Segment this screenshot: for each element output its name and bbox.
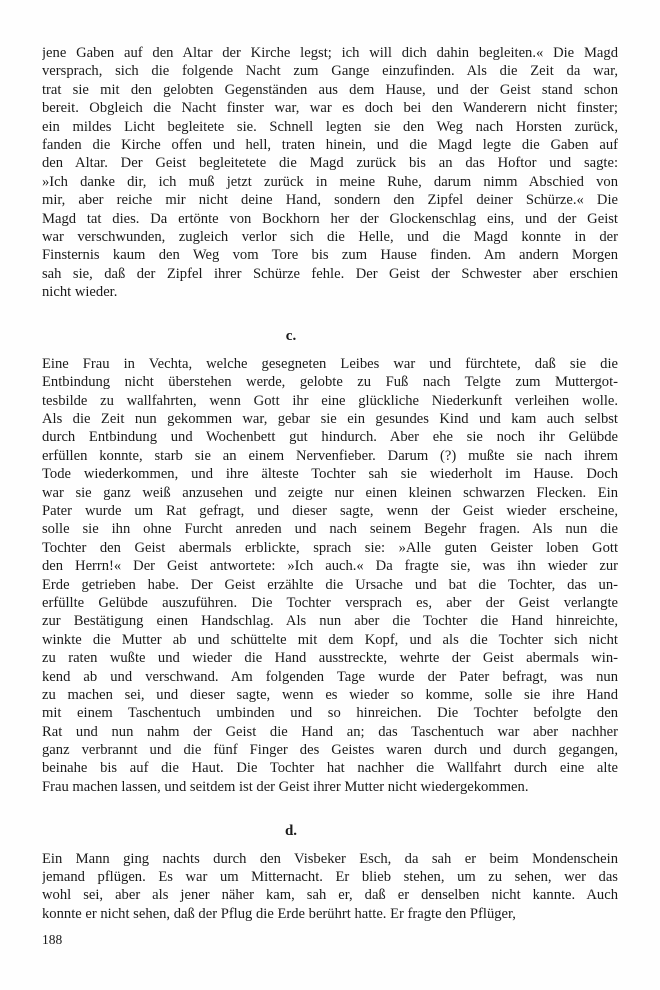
- text-line: wohl sei, aber als jener näher kam, sah er, daß er denselben nicht kannte. Auch: [42, 887, 618, 904]
- text-line: erfüllen konnte, starb sie an einem Nervenfieber. Darum (?) mußte sie nach ihrem: [42, 447, 618, 464]
- text-line: zu machen sei, und dieser sagte, wenn es wieder so komme, solle sie ihre Hand: [42, 686, 618, 703]
- text-line: mit einem Taschentuch umbinden und so hinreichen. Die Tochter befolgte den: [42, 705, 618, 722]
- text-line: Ein Mann ging nachts durch den Visbeker Esch, da sah er beim Mondenschein: [42, 850, 618, 867]
- text-line: durch Entbindung und Wochenbett gut hindurch. Aber ehe sie noch ihr Gelübde: [42, 429, 618, 446]
- text-line: Erde getrieben habe. Der Geist erzählte die Ursache und bat die Tochter, das un-: [42, 576, 618, 593]
- page-number: 188: [42, 932, 63, 948]
- text-line: den Herrn!« Der Geist antwortete: »Ich auch.« Da fragte sie, was ihn wieder zur: [42, 558, 618, 575]
- page-body: [42, 44, 618, 923]
- text-line: versprach, sich die folgende Nacht zum Gange einzufinden. Als die Zeit da war,: [42, 63, 618, 80]
- section-heading: d.: [284, 823, 298, 840]
- paragraph: [42, 355, 618, 796]
- text-line: bereit. Obgleich die Nacht finster war, war es doch bei den Wanderern nicht finster;: [42, 100, 618, 117]
- text-line: trat sie mit den gelobten Gegenständen aus dem Hause, und der Geist stand schon: [42, 81, 618, 98]
- text-line: beinahe bis auf die Haut. Die Tochter hat nachher die Wallfahrt durch eine alte: [42, 760, 618, 777]
- text-line: ein mildes Licht begleitete sie. Schnell legten sie den Weg nach Horsten zurück,: [42, 118, 618, 135]
- text-line: fanden die Kirche offen und hell, traten hinein, und die Magd legte die Gaben auf: [42, 136, 618, 153]
- paragraph: [42, 44, 618, 301]
- text-line: den Altar. Der Geist begleitetete die Magd zurück bis an das Hoftor und sagte:: [42, 155, 618, 172]
- text-line: jemand pflügen. Es war um Mitternacht. Er blieb stehen, um zu sehen, wer das: [42, 869, 618, 886]
- text-line: jene Gaben auf den Altar der Kirche legst; ich will dich dahin begleiten.« Die Magd: [42, 45, 618, 61]
- text-line: »Ich danke dir, ich muß jetzt zurück in meine Ruhe, darum nimm Abschied von: [42, 173, 618, 190]
- text-line: zu raten wußte und wieder die Hand ausstreckte, wehrte der Geist abermals win-: [42, 650, 618, 667]
- paragraph: [42, 850, 618, 924]
- text-line: sah sie, daß der Zipfel ihrer Schürze fehle. Der Geist der Schwester aber erschien: [42, 265, 618, 282]
- text-line: nicht wieder.: [42, 284, 118, 301]
- text-line: Pater wurde um Rat gefragt, und dieser sagte, wenn der Geist wieder erscheine,: [42, 503, 618, 519]
- text-line: Frau machen lassen, und seitdem ist der Geist ihrer Mutter nicht wiedergekommen.: [42, 778, 529, 795]
- text-line: Finsternis kaum den Weg vom Tore bis zum Hause finden. Am andern Morgen: [42, 247, 618, 264]
- text-line: Rat und nun nahm der Geist die Hand an; das Taschentuch war aber nachher: [42, 723, 618, 740]
- text-line: Magd tat dies. Da ertönte von Bockhorn her der Glockenschlag eins, und der Geist: [42, 210, 618, 227]
- section-heading: c.: [285, 328, 297, 345]
- text-line: winkte die Mutter ab und schüttelte mit dem Kopf, und als die Tochter sich nicht: [42, 631, 618, 648]
- text-line: Tode wiederkommen, und ihre älteste Tochter sah sie wiederholt im Hause. Doch: [42, 466, 618, 483]
- text-line: Tochter den Geist abermals erblickte, sprach sie: »Alle guten Geister loben Gott: [42, 539, 618, 556]
- text-line: konnte er nicht sehen, daß der Pflug die Erde berührt hatte. Er fragte den Pflüger,: [42, 905, 516, 922]
- text-line: Eine Frau in Vechta, welche gesegneten Leibes war und fürchtete, daß sie die: [42, 355, 618, 372]
- text-line: zur Bestätigung einen Handschlag. Als nun aber die Tochter die Hand hinreichte,: [42, 613, 618, 630]
- text-line: erfüllte Gelübde auszuführen. Die Tochter versprach es, aber der Geist verlangte: [42, 594, 618, 611]
- text-line: war verschwunden, zugleich verlor sich die Helle, und die Magd konnte in der: [42, 228, 618, 245]
- text-line: ganz verbrannt und die fünf Finger des Geistes waren durch und durch gegangen,: [42, 742, 618, 759]
- text-line: Entbindung nicht überstehen werde, gelobte zu Fuß nach Telgte zum Muttergot-: [42, 374, 618, 391]
- text-column: [42, 44, 618, 948]
- text-line: Als die Zeit nun gekommen war, gebar sie ein gesundes Kind und kam auch selbst: [42, 411, 618, 428]
- text-line: solle sie ihn ohne Furcht anreden und nach seinem Begehr fragen. Als nun die: [42, 521, 618, 538]
- text-line: kend ab und verschwand. Am folgenden Tage wurde der Pater befragt, was nun: [42, 668, 618, 685]
- text-line: mir, aber reiche mir nicht deine Hand, sondern den Zipfel deiner Schürze.« Die: [42, 192, 618, 209]
- text-line: tesbilde zu wallfahrten, wenn Gott ihr eine glückliche Niederkunft verleihen wolle.: [42, 392, 618, 409]
- text-line: war sie ganz weiß anzusehen und zeigte nur einen kleinen schwarzen Flecken. Ein: [42, 484, 618, 501]
